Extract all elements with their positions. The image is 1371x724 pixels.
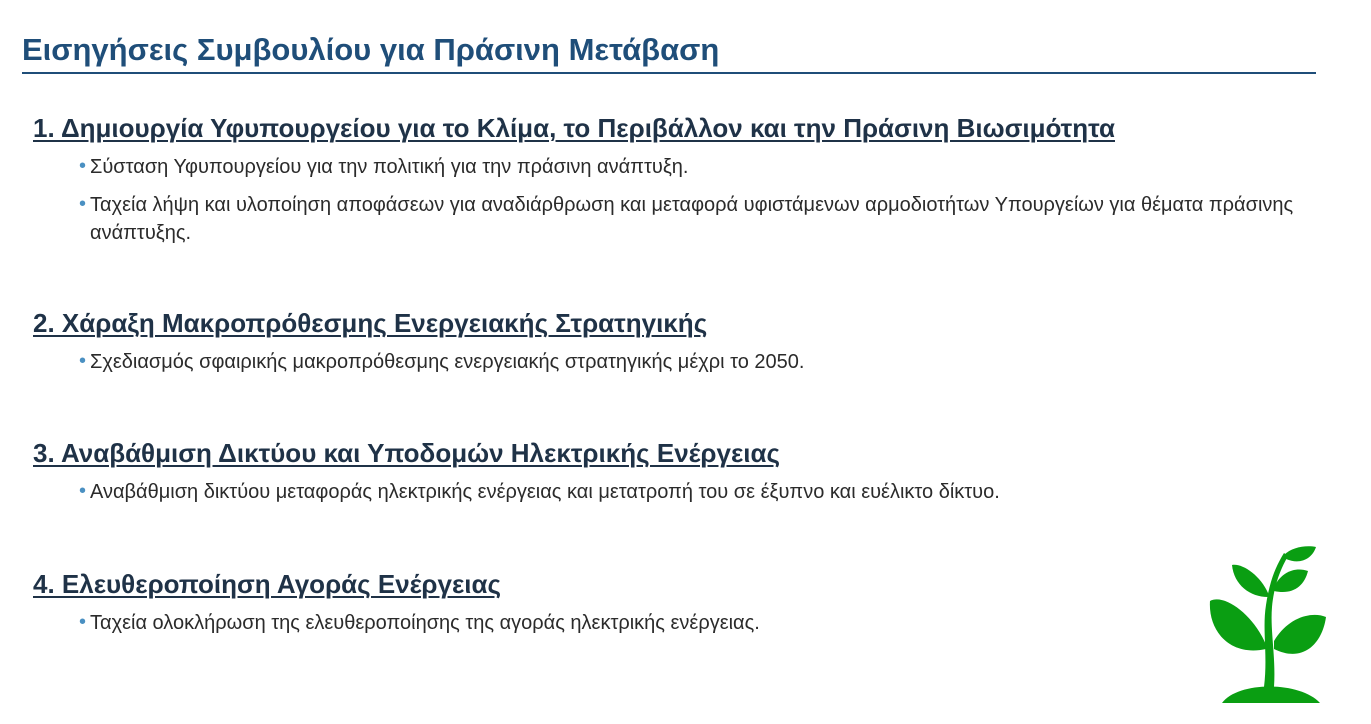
- bullet-text: Σχεδιασμός σφαιρικής μακροπρόθεσμης ενεργειακής στρατηγικής μέχρι το 2050.: [90, 351, 805, 373]
- section-2: [33, 306, 1323, 386]
- bullet-list: [33, 348, 1323, 376]
- bullet-list: [33, 153, 1323, 247]
- bullet-item: [79, 478, 1326, 506]
- bullet-dot-icon: •: [79, 350, 87, 372]
- bullet-list: [33, 478, 1323, 506]
- section-3: [33, 436, 1323, 516]
- bullet-item: [79, 609, 1326, 637]
- bullet-list: [33, 609, 1323, 637]
- slide-title: Εισηγήσεις Συμβουλίου για Πράσινη Μετάβαση: [22, 30, 1316, 74]
- bullet-dot-icon: •: [79, 611, 87, 633]
- bullet-text: Αναβάθμιση δικτύου μεταφοράς ηλεκτρικής ενέργειας και μετατροπή του σε έξυπνο και ευέλικτο δίκτυο.: [90, 481, 1000, 503]
- bullet-item: [79, 348, 1326, 376]
- bullet-item: [79, 153, 1326, 181]
- section-heading: 4. Ελευθεροποίηση Αγοράς Ενέργειας: [33, 569, 502, 599]
- section-heading: 1. Δημιουργία Υφυπουργείου για το Κλίμα, το Περιβάλλον και την Πράσινη Βιωσιμότητα: [33, 113, 1115, 143]
- section-heading: 2. Χάραξη Μακροπρόθεσμης Ενεργειακής Στρατηγικής: [33, 308, 708, 338]
- sprouting-plant-icon: [1208, 545, 1328, 705]
- bullet-dot-icon: •: [79, 193, 87, 215]
- section-4: [33, 567, 1323, 647]
- bullet-item: [79, 191, 1326, 247]
- section-1: [33, 111, 1323, 257]
- bullet-text: Ταχεία ολοκλήρωση της ελευθεροποίησης της αγοράς ηλεκτρικής ενέργειας.: [90, 612, 760, 634]
- bullet-dot-icon: •: [79, 480, 87, 502]
- bullet-dot-icon: •: [79, 155, 87, 177]
- bullet-text: Ταχεία λήψη και υλοποίηση αποφάσεων για αναδιάρθρωση και μεταφορά υφιστάμενων αρμοδιοτήτων Υπουργείων για θέματα πράσινης ανάπτυξης.: [90, 194, 1294, 244]
- section-heading: 3. Αναβάθμιση Δικτύου και Υποδομών Ηλεκτρικής Ενέργειας: [33, 438, 781, 468]
- bullet-text: Σύσταση Υφυπουργείου για την πολιτική για την πράσινη ανάπτυξη.: [90, 156, 689, 178]
